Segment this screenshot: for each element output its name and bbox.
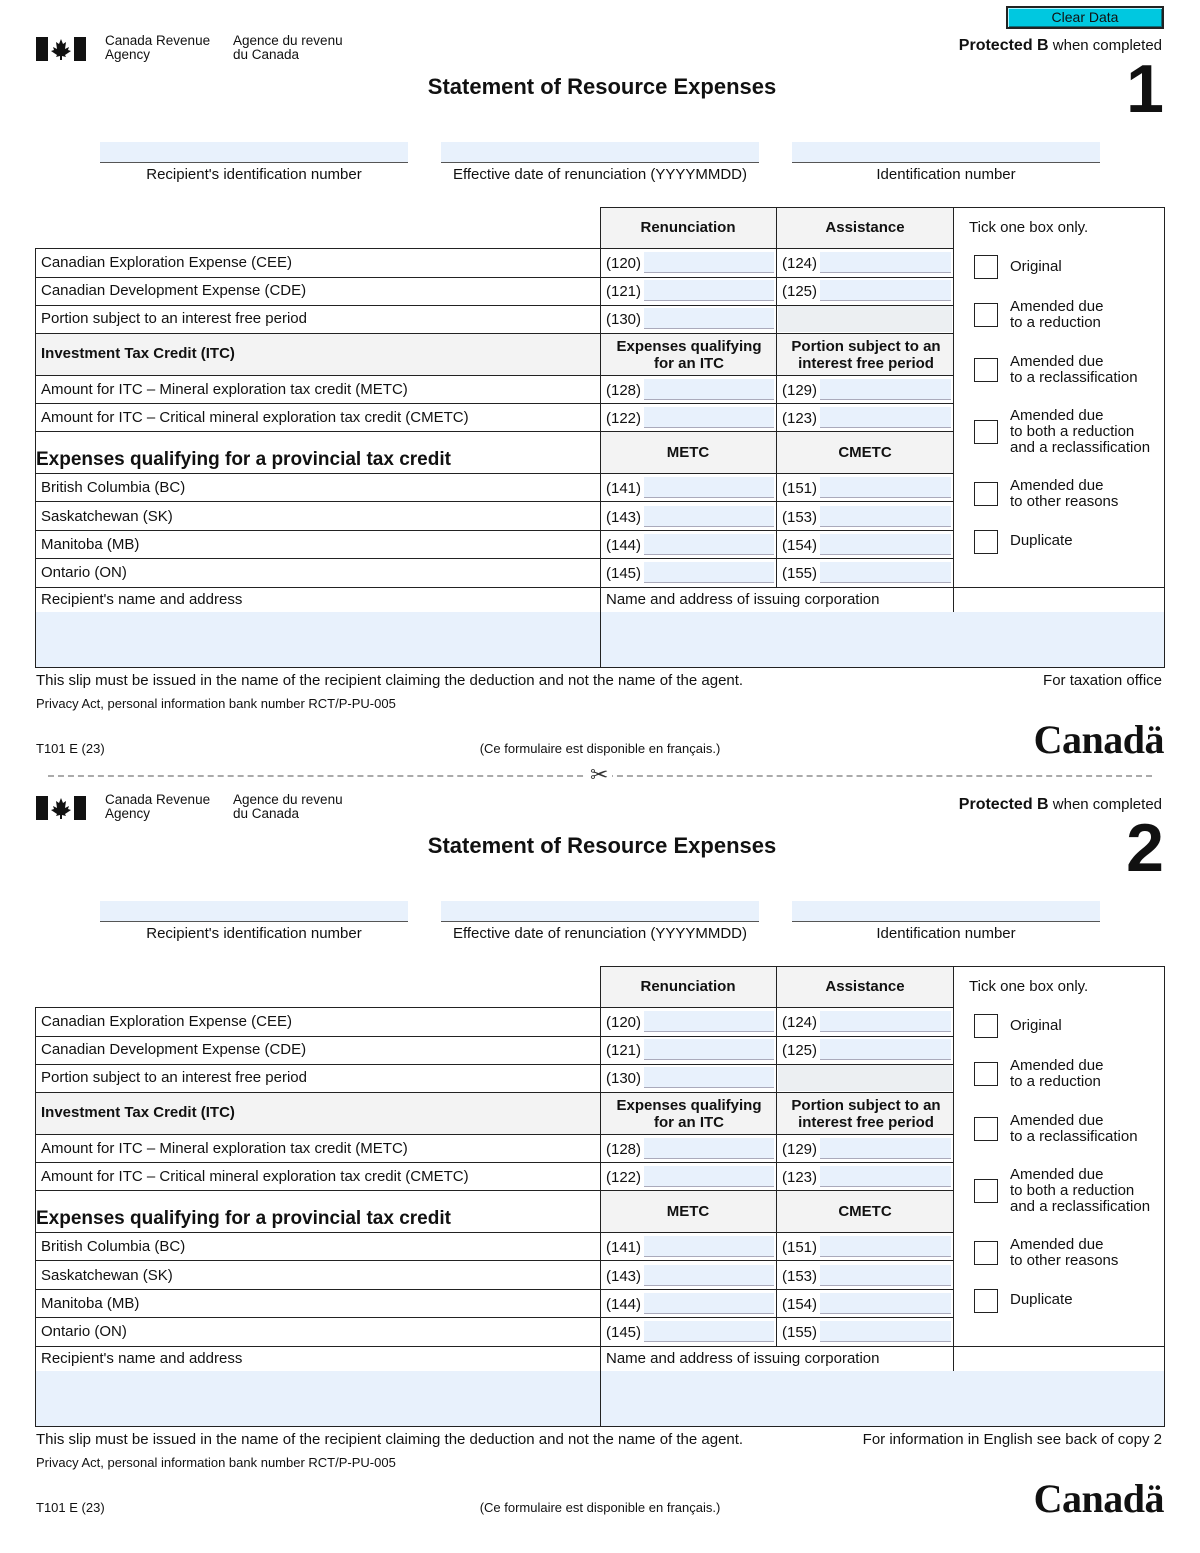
amended-reduction-checkbox[interactable] [974,303,998,327]
duplicate-label: Duplicate [1010,1291,1073,1308]
box-122-input[interactable] [644,1166,774,1187]
recipient-name-address-input[interactable] [36,612,600,667]
itc-qualifying-header: Expenses qualifying for an ITC [616,1097,762,1131]
box-144-input[interactable] [644,534,774,555]
provincial-section-title: Expenses qualifying for a provincial tax credit [36,1208,451,1229]
canada-wordmark: Canadä [1033,1476,1164,1521]
box-129-input[interactable] [820,379,951,400]
canada-flag-logo [36,796,86,820]
code-141: (141) [606,1239,642,1256]
box-120-input[interactable] [644,1011,774,1032]
protected-b-label: Protected B when completed [958,37,1162,54]
original-label: Original [1010,258,1062,275]
recipient-id-input[interactable] [100,142,408,163]
code-145: (145) [606,1324,642,1341]
agency-name-fr: Agence du revenu du Canada [233,792,343,821]
box-120-input[interactable] [644,252,774,273]
box-130-input[interactable] [644,1067,774,1088]
amended-other-label: Amended due to other reasons [1010,1236,1119,1269]
recipient-id-label: Recipient's identification number [146,166,362,183]
amended-reduction-checkbox[interactable] [974,1062,998,1086]
scissors-icon: ✂ [586,762,612,788]
cee-label: Canadian Exploration Expense (CEE) [41,254,292,271]
code-129: (129) [782,382,818,399]
code-153: (153) [782,1268,818,1285]
issuer-name-address-input[interactable] [601,1371,1164,1426]
renunciation-date-label: Effective date of renunciation (YYYYMMDD) [452,925,748,942]
box-125-input[interactable] [820,280,951,301]
french-availability-note: (Ce formulaire est disponible en français.) [479,1500,721,1515]
box-153-input[interactable] [820,506,951,527]
agency-name-en: Canada Revenue Agency [105,33,211,62]
code-155: (155) [782,565,818,582]
cee-label: Canadian Exploration Expense (CEE) [41,1013,292,1030]
code-128: (128) [606,382,642,399]
corner-note: For taxation office [1043,672,1162,689]
itc-qualifying-header: Expenses qualifying for an ITC [616,338,762,372]
clear-data-button[interactable]: Clear Data [1006,6,1164,29]
renunciation-header: Renunciation [640,219,736,236]
french-availability-note: (Ce formulaire est disponible en français.) [479,741,721,756]
code-151: (151) [782,480,818,497]
duplicate-checkbox[interactable] [974,530,998,554]
code-144: (144) [606,1296,642,1313]
on-label: Ontario (ON) [41,1323,127,1340]
corner-note: For information in English see back of copy 2 [862,1431,1162,1448]
box-129-input[interactable] [820,1138,951,1159]
agency-name-fr: Agence du revenu du Canada [233,33,343,62]
metc-header: METC [666,1203,710,1220]
bc-label: British Columbia (BC) [41,479,186,496]
code-122: (122) [606,410,642,427]
identification-number-input[interactable] [792,901,1100,922]
box-155-input[interactable] [820,562,951,583]
amended-other-label: Amended due to other reasons [1010,477,1119,510]
box-141-input[interactable] [644,1236,774,1257]
renunciation-date-label: Effective date of renunciation (YYYYMMDD) [452,166,748,183]
code-121: (121) [606,283,642,300]
metc-header: METC [666,444,710,461]
tick-one-label: Tick one box only. [969,219,1089,236]
cde-label: Canadian Development Expense (CDE) [41,1041,307,1058]
box-141-input[interactable] [644,477,774,498]
on-label: Ontario (ON) [41,564,127,581]
mb-label: Manitoba (MB) [41,1295,140,1312]
code-120: (120) [606,255,642,272]
box-123-input[interactable] [820,407,951,428]
metc-row-label: Amount for ITC – Mineral exploration tax credit (METC) [41,1140,408,1157]
itc-label: Investment Tax Credit (ITC) [41,1104,235,1121]
code-124: (124) [782,1014,818,1031]
copy-number: 1 [1126,51,1164,127]
form-id: T101 E (23) [36,741,105,756]
recipient-name-label: Recipient's name and address [41,1350,243,1367]
slip-copy-1 [0,0,1200,760]
amended-reclassification-checkbox[interactable] [974,358,998,382]
amended-reclassification-label: Amended due to a reclassification [1010,353,1138,386]
box-145-input[interactable] [644,1321,774,1342]
duplicate-label: Duplicate [1010,532,1073,549]
assistance-header: Assistance [825,219,905,236]
box-151-input[interactable] [820,1236,951,1257]
original-label: Original [1010,1017,1062,1034]
cmetc-header: CMETC [838,444,892,461]
itc-label: Investment Tax Credit (ITC) [41,345,235,362]
code-128: (128) [606,1141,642,1158]
identification-number-input[interactable] [792,142,1100,163]
slip-note: This slip must be issued in the name of the recipient claiming the deduction and not the name of the agent. [36,1431,744,1448]
code-130: (130) [606,1070,642,1087]
identification-number-label: Identification number [876,925,1016,942]
box-151-input[interactable] [820,477,951,498]
protected-b-label: Protected B when completed [958,796,1162,813]
code-151: (151) [782,1239,818,1256]
cmetc-row-label: Amount for ITC – Critical mineral exploration tax credit (CMETC) [41,1168,469,1185]
issuer-name-label: Name and address of issuing corporation [606,591,880,608]
form-id: T101 E (23) [36,1500,105,1515]
box-155-input[interactable] [820,1321,951,1342]
bc-label: British Columbia (BC) [41,1238,186,1255]
form-title: Statement of Resource Expenses [427,833,777,858]
recipient-name-label: Recipient's name and address [41,591,243,608]
slip-copy-2 [0,759,1200,1519]
interest-free-label: Portion subject to an interest free period [41,310,307,327]
code-154: (154) [782,1296,818,1313]
sk-label: Saskatchewan (SK) [41,508,173,525]
renunciation-date-input[interactable] [441,142,759,163]
box-122-input[interactable] [644,407,774,428]
original-checkbox[interactable] [974,255,998,279]
identification-number-label: Identification number [876,166,1016,183]
disabled-cell [778,306,952,332]
copy-number: 2 [1126,810,1164,886]
box-124-input[interactable] [820,1011,951,1032]
amended-reclassification-label: Amended due to a reclassification [1010,1112,1138,1145]
box-121-input[interactable] [644,280,774,301]
disabled-cell [778,1065,952,1091]
code-120: (120) [606,1014,642,1031]
amended-reduction-label: Amended due to a reduction [1010,1057,1104,1090]
renunciation-header: Renunciation [640,978,736,995]
agency-name-en: Canada Revenue Agency [105,792,211,821]
cde-label: Canadian Development Expense (CDE) [41,282,307,299]
recipient-id-input[interactable] [100,901,408,922]
amended-both-checkbox[interactable] [974,420,998,444]
code-154: (154) [782,537,818,554]
slip-note: This slip must be issued in the name of the recipient claiming the deduction and not the name of the agent. [36,672,744,689]
privacy-note: Privacy Act, personal information bank number RCT/P-PU-005 [36,1455,396,1470]
original-checkbox[interactable] [974,1014,998,1038]
recipient-name-address-input[interactable] [36,1371,600,1426]
code-125: (125) [782,283,818,300]
code-121: (121) [606,1042,642,1059]
code-124: (124) [782,255,818,272]
code-143: (143) [606,509,642,526]
box-143-input[interactable] [644,1265,774,1286]
box-130-input[interactable] [644,308,774,329]
assistance-header: Assistance [825,978,905,995]
form-title: Statement of Resource Expenses [427,74,777,99]
box-153-input[interactable] [820,1265,951,1286]
renunciation-date-input[interactable] [441,901,759,922]
itc-interest-free-header: Portion subject to an interest free period [791,1097,941,1131]
box-125-input[interactable] [820,1039,951,1060]
box-121-input[interactable] [644,1039,774,1060]
amended-both-label: Amended due to both a reduction and a reclassification [1010,407,1151,456]
box-123-input[interactable] [820,1166,951,1187]
code-155: (155) [782,1324,818,1341]
box-145-input[interactable] [644,562,774,583]
code-143: (143) [606,1268,642,1285]
interest-free-label: Portion subject to an interest free period [41,1069,307,1086]
code-125: (125) [782,1042,818,1059]
amended-both-label: Amended due to both a reduction and a reclassification [1010,1166,1151,1215]
tick-one-label: Tick one box only. [969,978,1089,995]
code-122: (122) [606,1169,642,1186]
code-144: (144) [606,537,642,554]
amended-reclassification-checkbox[interactable] [974,1117,998,1141]
duplicate-checkbox[interactable] [974,1289,998,1313]
sk-label: Saskatchewan (SK) [41,1267,173,1284]
amended-both-checkbox[interactable] [974,1179,998,1203]
cmetc-row-label: Amount for ITC – Critical mineral exploration tax credit (CMETC) [41,409,469,426]
code-153: (153) [782,509,818,526]
box-128-input[interactable] [644,379,774,400]
amended-reduction-label: Amended due to a reduction [1010,298,1104,331]
code-129: (129) [782,1141,818,1158]
issuer-name-label: Name and address of issuing corporation [606,1350,880,1367]
privacy-note: Privacy Act, personal information bank number RCT/P-PU-005 [36,696,396,711]
box-144-input[interactable] [644,1293,774,1314]
box-154-input[interactable] [820,534,951,555]
box-154-input[interactable] [820,1293,951,1314]
code-141: (141) [606,480,642,497]
cmetc-header: CMETC [838,1203,892,1220]
code-130: (130) [606,311,642,328]
canada-flag-logo [36,37,86,61]
recipient-id-label: Recipient's identification number [146,925,362,942]
amended-other-checkbox[interactable] [974,1241,998,1265]
provincial-section-title: Expenses qualifying for a provincial tax credit [36,449,451,470]
box-143-input[interactable] [644,506,774,527]
code-123: (123) [782,1169,818,1186]
itc-interest-free-header: Portion subject to an interest free period [791,338,941,372]
mb-label: Manitoba (MB) [41,536,140,553]
amended-other-checkbox[interactable] [974,482,998,506]
code-123: (123) [782,410,818,427]
box-128-input[interactable] [644,1138,774,1159]
box-124-input[interactable] [820,252,951,273]
canada-wordmark: Canadä [1033,717,1164,762]
code-145: (145) [606,565,642,582]
metc-row-label: Amount for ITC – Mineral exploration tax credit (METC) [41,381,408,398]
issuer-name-address-input[interactable] [601,612,1164,667]
